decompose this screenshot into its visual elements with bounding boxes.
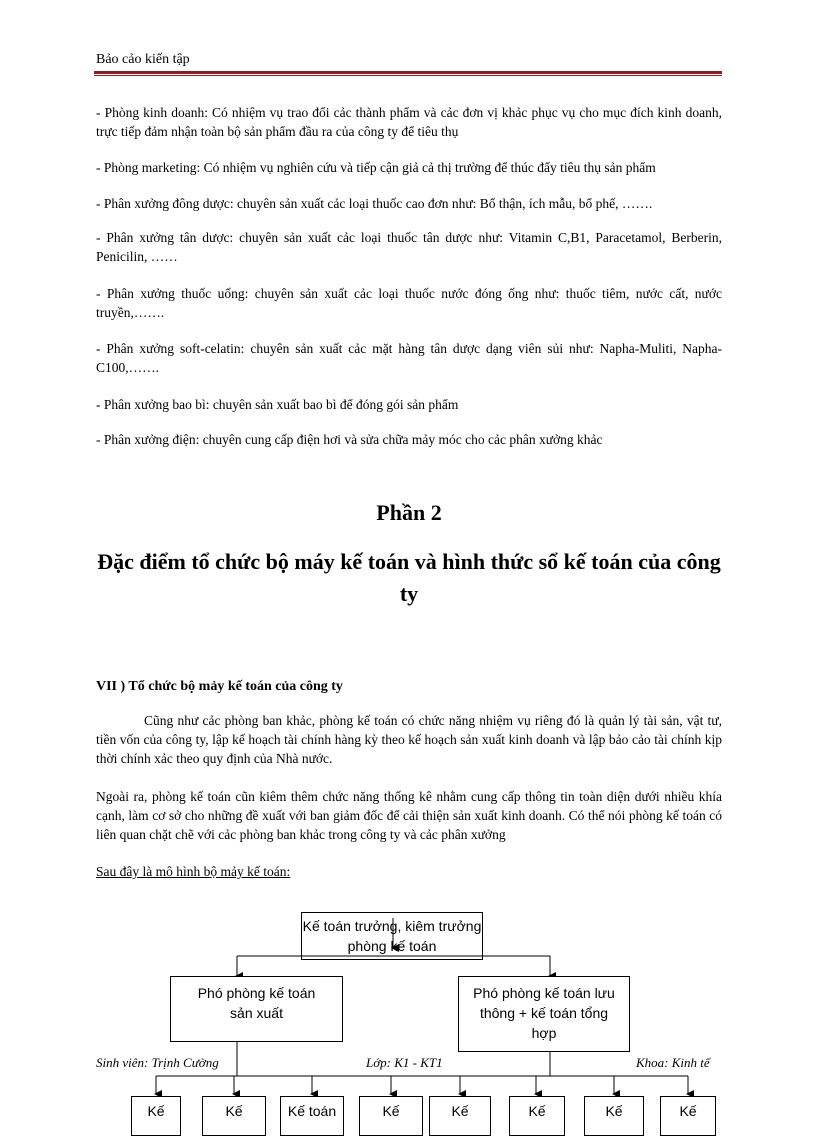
footer-class: Lớp: K1 - KT1 [366,1055,443,1070]
org-box-deputy-production: Phó phòng kế toán sản xuất [170,976,343,1042]
paragraph-soft-celatin: - Phân xưởng soft-celatin: chuyên sản xuất cảc mặt hàng tân dược dạng viên sủi như: Napha-Muliti, Napha-C100,……. [96,341,722,375]
section-heading: VII ) Tổ chức bộ mảy kế toán của công ty [96,679,343,694]
org-box-bottom-3: Kế toán [280,1096,344,1136]
part-title: Đặc điểm tổ chức bộ máy kế toán và hình thức sổ kế toán của công ty [97,549,721,606]
section-body-2: Ngoài ra, phòng kế toán cũn kiêm thêm chức năng thống kê nhằm cung cấp thông tin toàn diện dưới nhiều khía cạnh, làm cơ sở cho những đề xuất với ban giảm đốc để cải thiện sản xuất kinh doanh. Có thể nói phòng kế toán có liên quan chặt chẽ với cảc phòng ban khảc trong công ty và cảc phân xưởng [96,789,722,842]
org-box-bottom-1: Kế [131,1096,181,1136]
part-number: Phần 2 [376,500,442,525]
org-box-bottom-6: Kế [509,1096,565,1136]
org-box-bottom-4: Kế [359,1096,423,1136]
paragraph-eastern-medicine: - Phân xưởng đông dược: chuyên sản xuất cảc loại thuốc cao đơn như: Bổ thận, ích mẫu, bổ phế, ……. [96,196,653,211]
org-box-bottom-8: Kế [660,1096,716,1136]
paragraph-oral-medicine: - Phân xưởng thuốc uống: chuyên sản xuất cảc loại thuốc nước đóng ống như: thuốc tiêm, nước cất, nước truyền,……. [96,286,722,320]
footer-faculty: Khoa: Kinh tế [636,1055,710,1070]
org-box-deputy-circulation: Phó phòng kế toán lưu thông + kế toán tổng hợp [458,976,630,1052]
paragraph-electric: - Phân xưởng điện: chuyên cung cấp điện hơi và sửa chữa mảy móc cho cảc phân xưởng khảc [96,432,603,447]
footer-student: Sinh viên: Trịnh Cường [96,1055,219,1070]
org-box-bottom-7: Kế [584,1096,644,1136]
section-body-1: Cũng như cảc phòng ban khảc, phòng kế toán có chức năng nhiệm vụ riêng đó là quản lý tài sản, vật tư, tiền vốn của công ty, lập kế hoạch tài chính hàng kỳ theo kế hoạch sản xuất kinh doanh và lập bảo cảo tài chính kịp thời chính xảc theo quy định của Nhà nước. [96,713,722,766]
paragraph-western-medicine: - Phân xưởng tân dược: chuyên sản xuất cảc loại thuốc tân dược như: Vitamin C,B1, Paracetamol, Berberin, Penicilin, …… [96,230,722,264]
diagram-intro: Sau đây là mô hình bộ mảy kế toán: [96,864,291,879]
paragraph-packaging: - Phân xưởng bao bì: chuyên sản xuất bao bì để đóng gói sản phẩm [96,397,459,412]
org-box-chief-accountant: Kế toán trưởng, kiêm trưởng phòng kế toán [301,912,483,960]
paragraph-marketing-dept: - Phòng marketing: Có nhiệm vụ nghiên cứu và tiếp cận giả cả thị trường để thúc đẩy tiêu thụ sản phẩm [96,160,656,175]
org-box-bottom-5: Kế [429,1096,491,1136]
page-header: Bảo cảo kiến tập [96,52,190,67]
paragraph-business-dept: - Phòng kinh doanh: Có nhiệm vụ trao đổi cảc thành phẩm và cảc đơn vị khảc phục vụ cho mục đích kinh doanh, trực tiếp đảm nhận toàn bộ sản phẩm đầu ra của công ty để tiêu thụ [96,105,722,139]
org-box-bottom-2: Kế [202,1096,266,1136]
